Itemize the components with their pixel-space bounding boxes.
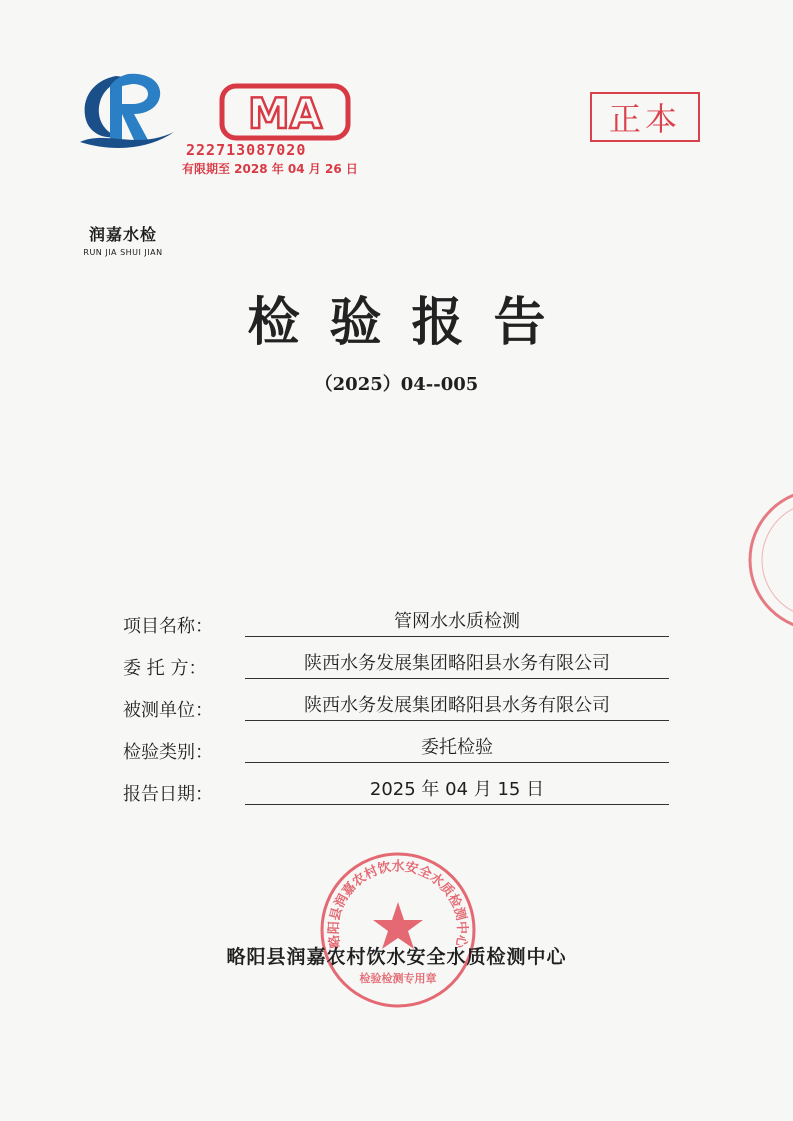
field-label: 被测单位： xyxy=(123,700,213,721)
field-project-name xyxy=(123,608,683,638)
issuing-organization: 略阳县润嘉农村饮水安全水质检测中心 xyxy=(226,946,567,968)
logo-name-cn: 润嘉水检 xyxy=(88,225,157,244)
seal-bottom-text: 检验检测专用章 xyxy=(359,972,437,985)
report-number: （2025）04--005 xyxy=(314,374,479,395)
report-title: 检验报告 xyxy=(247,293,576,353)
seal-ring-text: 略阳县润嘉农村饮水安全水质检测中心 xyxy=(326,859,470,950)
field-label: 报告日期： xyxy=(123,784,213,805)
field-tested-unit xyxy=(123,692,683,722)
field-value: 陕西水务发展集团略阳县水务有限公司 xyxy=(245,692,669,721)
ma-mark: MA xyxy=(247,89,323,138)
original-copy-stamp xyxy=(590,92,700,142)
field-inspection-type xyxy=(123,734,683,764)
official-round-seal xyxy=(318,850,478,1010)
ma-validity-date: 有限期至 2028 年 04 月 26 日 xyxy=(182,162,358,176)
field-label: 项目名称： xyxy=(123,616,213,637)
original-copy-text: 正本 xyxy=(608,100,681,138)
logo-name-en: RUN JIA SHUI JIAN xyxy=(83,248,163,257)
company-logo xyxy=(68,70,183,257)
field-value: 管网水水质检测 xyxy=(245,608,669,637)
field-client xyxy=(123,650,683,680)
field-value: 委托检验 xyxy=(245,734,669,763)
field-value: 2025 年 04 月 15 日 xyxy=(245,776,669,805)
field-label: 委 托 方： xyxy=(123,658,207,679)
field-label: 检验类别： xyxy=(123,742,213,763)
partial-edge-seal xyxy=(745,485,793,635)
water-logo-icon xyxy=(76,70,176,150)
ma-certificate-number: 222713087020 xyxy=(186,141,307,159)
field-report-date xyxy=(123,776,683,806)
field-value: 陕西水务发展集团略阳县水务有限公司 xyxy=(245,650,669,679)
